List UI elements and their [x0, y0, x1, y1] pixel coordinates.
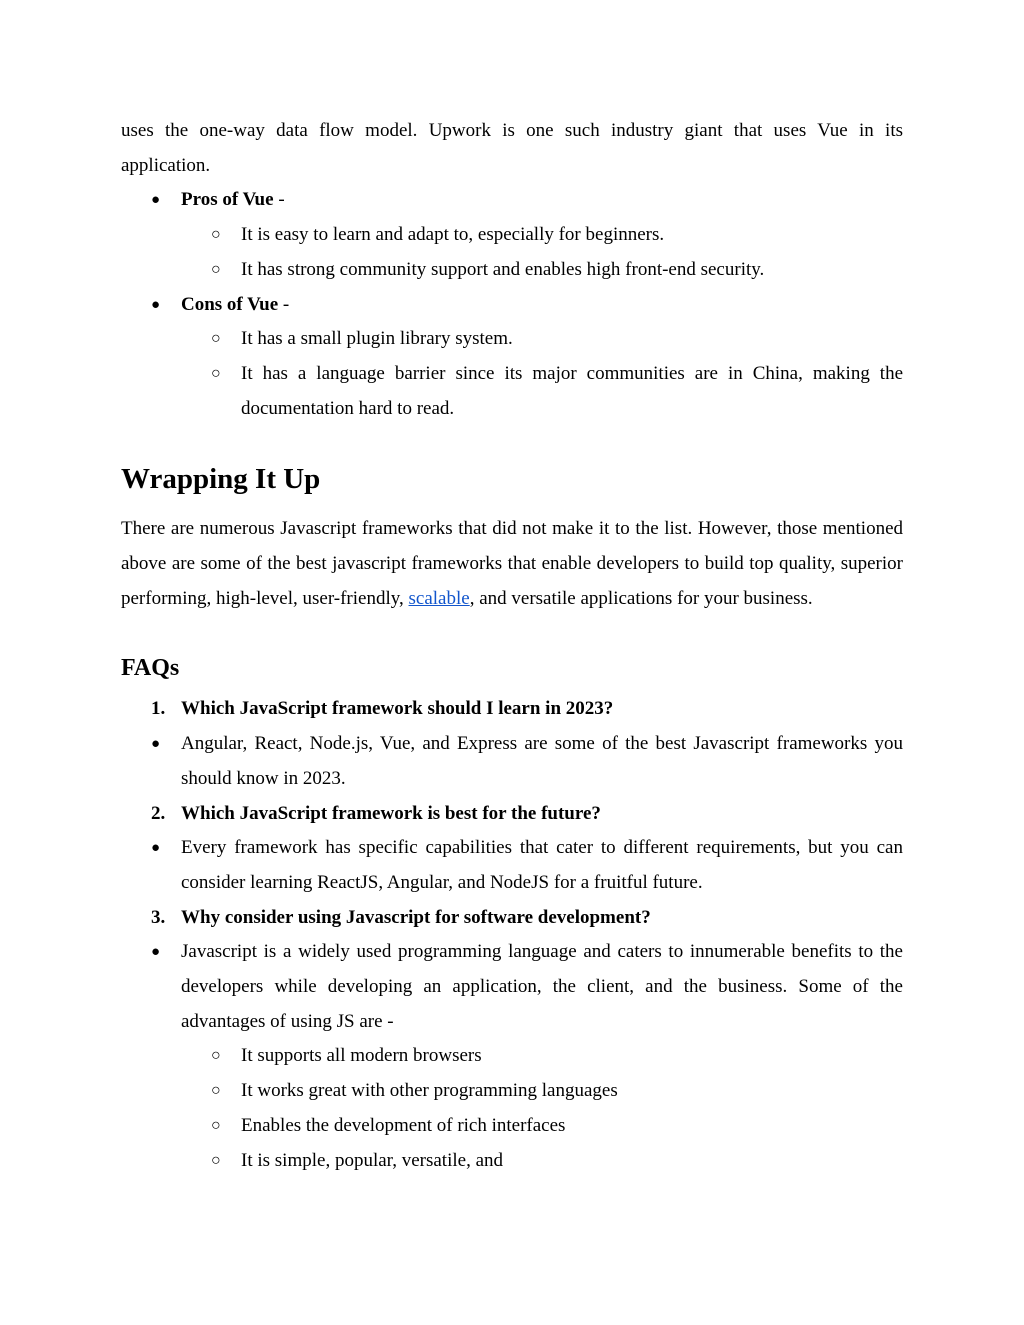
pros-item-text: It is easy to learn and adapt to, especially for beginners. — [241, 224, 665, 246]
faq-question-text: Why consider using Javascript for software development? — [181, 906, 651, 928]
circle-bullet-icon: ○ — [211, 1116, 221, 1134]
bullet-icon: ● — [151, 944, 161, 961]
faq-answer — [121, 831, 903, 900]
faq-answer-text: Javascript is a widely used programming language and caters to innumerable benefits to the developers while developing an application, the client, and the business. Some of the advantages of using JS are - — [181, 941, 903, 1032]
bullet-icon: ● — [151, 296, 161, 313]
advantage-item — [121, 1039, 903, 1074]
faq-number: 2. — [151, 802, 166, 824]
advantage-item — [121, 1144, 903, 1179]
faq-answer-text: Angular, React, Node.js, Vue, and Express are some of the best Javascript frameworks you should know in 2023. — [181, 733, 903, 789]
wrapping-text-after: , and versatile applications for your business. — [469, 587, 813, 609]
cons-item — [121, 357, 903, 426]
cons-title: Cons of Vue — [181, 293, 279, 315]
wrapping-paragraph — [121, 512, 903, 616]
intro-line-1: uses the one-way data flow model. Upwork is one such industry giant that uses Vue in its — [121, 120, 903, 141]
faq-number: 1. — [151, 698, 166, 720]
cons-item-text: It has a language barrier since its major communities are in China, making the documentation hard to read. — [241, 362, 903, 419]
intro-line-2: application. — [121, 154, 211, 176]
advantage-text: It works great with other programming languages — [241, 1080, 618, 1102]
scalable-link[interactable]: scalable — [408, 587, 470, 609]
faq-question — [121, 901, 903, 936]
bullet-icon: ● — [151, 192, 161, 209]
faq-question-text: Which JavaScript framework should I learn in 2023? — [181, 698, 614, 720]
pros-list-item — [121, 183, 903, 218]
advantage-text: It is simple, popular, versatile, and — [241, 1149, 504, 1171]
advantage-item — [121, 1109, 903, 1144]
circle-bullet-icon: ○ — [211, 226, 221, 244]
cons-suffix: - — [278, 293, 290, 315]
faq-question-text: Which JavaScript framework is best for the future? — [181, 802, 601, 824]
wrapping-text-before: There are numerous Javascript frameworks that did not make it to the list. However, those mentioned above are some of the best javascript frameworks that enable developers to build top quality, superior performing, high-level, user-friendly, — [121, 518, 903, 609]
circle-bullet-icon: ○ — [211, 364, 221, 382]
bullet-icon: ● — [151, 840, 161, 857]
circle-bullet-icon: ○ — [211, 1151, 221, 1169]
pros-title: Pros of Vue — [181, 189, 274, 211]
pros-item-text: It has strong community support and enables high front-end security. — [241, 258, 765, 280]
wrapping-heading: Wrapping It Up — [121, 463, 321, 496]
faq-answer — [121, 727, 903, 796]
document-page — [121, 114, 903, 1178]
faq-answer — [121, 935, 903, 1039]
circle-bullet-icon: ○ — [211, 330, 221, 348]
cons-list-item — [121, 288, 903, 323]
pros-suffix: - — [273, 189, 285, 211]
circle-bullet-icon: ○ — [211, 1082, 221, 1100]
advantage-text: Enables the development of rich interfaces — [241, 1114, 566, 1136]
faq-question — [121, 692, 903, 727]
cons-item — [121, 322, 903, 357]
bullet-icon: ● — [151, 736, 161, 753]
pros-item — [121, 218, 903, 253]
advantage-item — [121, 1074, 903, 1109]
faq-question — [121, 797, 903, 832]
circle-bullet-icon: ○ — [211, 260, 221, 278]
cons-item-text: It has a small plugin library system. — [241, 328, 513, 350]
advantage-text: It supports all modern browsers — [241, 1045, 482, 1067]
faqs-heading: FAQs — [121, 655, 180, 682]
pros-item — [121, 253, 903, 288]
faq-answer-text: Every framework has specific capabilities that cater to different requirements, but you can consider learning ReactJS, Angular, and NodeJS for a fruitful future. — [181, 837, 903, 893]
circle-bullet-icon: ○ — [211, 1047, 221, 1065]
faq-number: 3. — [151, 906, 166, 928]
